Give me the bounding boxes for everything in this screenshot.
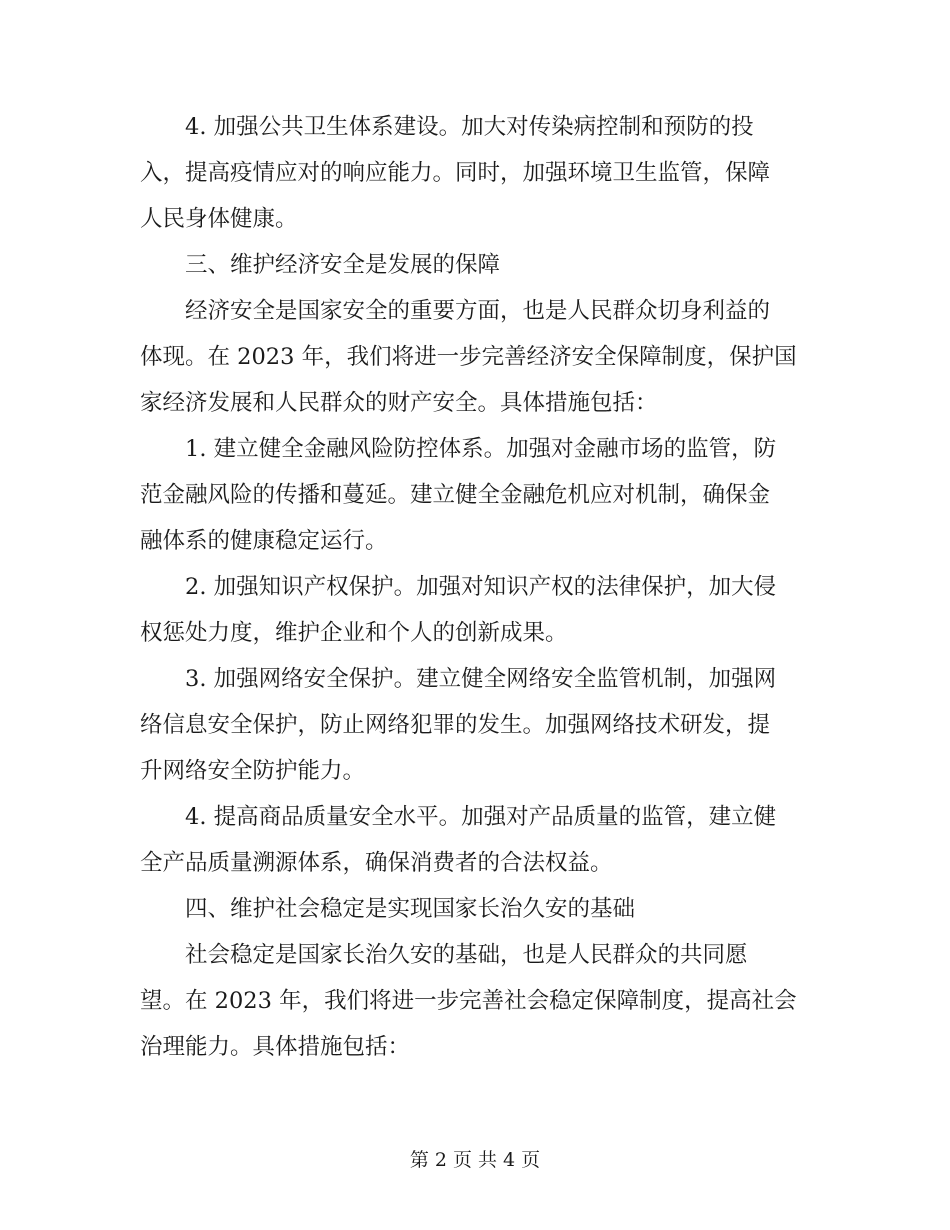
text-line: 治理能力。具体措施包括： — [140, 1034, 411, 1060]
text-line: 络信息安全保护，防止网络犯罪的发生。加强网络技术研发，提 — [140, 712, 771, 738]
text-line: 体现。在 2023 年，我们将进一步完善经济安全保障制度，保护国 — [140, 344, 797, 370]
text-line: 融体系的健康稳定运行。 — [140, 528, 388, 554]
text-line: 望。在 2023 年，我们将进一步完善社会稳定保障制度，提高社会 — [140, 988, 797, 1014]
text-line: 经济安全是国家安全的重要方面，也是人民群众切身利益的 — [185, 298, 771, 324]
text-line: 入，提高疫情应对的响应能力。同时，加强环境卫生监管，保障 — [140, 160, 771, 186]
page-number-footer: 第 2 页 共 4 页 — [409, 1149, 541, 1171]
text-line: 1. 建立健全金融风险防控体系。加强对金融市场的监管，防 — [185, 436, 777, 462]
text-line: 4. 加强公共卫生体系建设。加大对传染病控制和预防的投 — [185, 114, 754, 140]
text-line: 2. 加强知识产权保护。加强对知识产权的法律保护，加大侵 — [185, 574, 777, 600]
text-line: 社会稳定是国家长治久安的基础，也是人民群众的共同愿 — [185, 942, 748, 968]
text-line: 4. 提高商品质量安全水平。加强对产品质量的监管，建立健 — [185, 804, 777, 830]
section-heading: 四、维护社会稳定是实现国家长治久安的基础 — [185, 896, 636, 922]
text-line: 全产品质量溯源体系，确保消费者的合法权益。 — [140, 850, 613, 876]
text-line: 升网络安全防护能力。 — [140, 758, 366, 784]
section-heading: 三、维护经济安全是发展的保障 — [185, 252, 501, 278]
text-line: 范金融风险的传播和蔓延。建立健全金融危机应对机制，确保金 — [140, 482, 771, 508]
text-line: 人民身体健康。 — [140, 206, 298, 232]
text-line: 家经济发展和人民群众的财产安全。具体措施包括： — [140, 390, 658, 416]
document-body — [140, 104, 808, 1070]
text-line: 3. 加强网络安全保护。建立健全网络安全监管机制，加强网 — [185, 666, 777, 692]
text-line: 权惩处力度，维护企业和个人的创新成果。 — [140, 620, 568, 646]
